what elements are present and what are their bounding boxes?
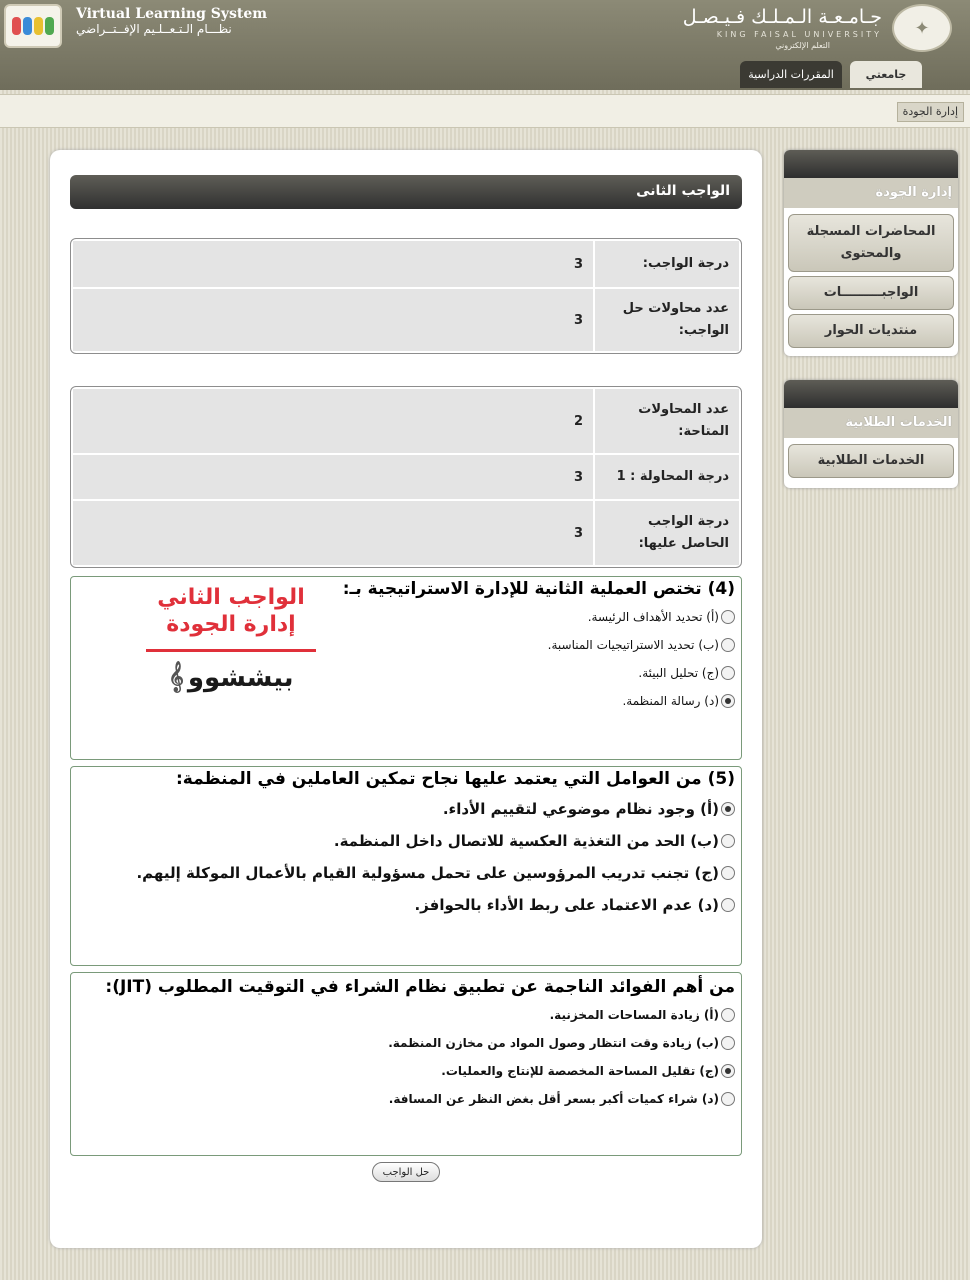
- radio-button[interactable]: [721, 666, 735, 680]
- course-menu-title: إدارة الجودة: [784, 178, 958, 208]
- option[interactable]: [77, 825, 735, 857]
- services-menu: [784, 380, 958, 488]
- option[interactable]: [77, 793, 735, 825]
- services-menu-header: [784, 380, 958, 408]
- breadcrumb-bar: [0, 94, 970, 128]
- option[interactable]: [77, 1001, 735, 1029]
- breadcrumb[interactable]: إدارة الجودة: [897, 102, 964, 122]
- radio-button[interactable]: [721, 1064, 735, 1078]
- radio-button[interactable]: [721, 1008, 735, 1022]
- radio-button[interactable]: [721, 638, 735, 652]
- watermark-line2: إدارة الجودة: [166, 612, 296, 637]
- top-header: [0, 0, 970, 90]
- radio-button[interactable]: [721, 834, 735, 848]
- info-label: درجة المحاولة : 1: [595, 455, 739, 499]
- info-label: درجة الواجب:: [595, 241, 739, 287]
- services-menu-title: الخدمات الطلابية: [784, 408, 958, 438]
- table-row: [73, 501, 739, 565]
- university-name-en: KING FAISAL UNIVERSITY: [716, 30, 882, 39]
- radio-button[interactable]: [721, 1092, 735, 1106]
- option-label: (ج) تحليل البيئة.: [638, 666, 719, 680]
- option-label: (ج) تقليل المساحة المخصصة للإنتاج والعمليات.: [441, 1064, 719, 1078]
- info-label: درجة الواجب الحاصل عليها:: [595, 501, 739, 565]
- table-row: [73, 241, 739, 287]
- option-label: (أ) تحديد الأهداف الرئيسة.: [587, 610, 719, 624]
- course-menu: [784, 150, 958, 356]
- option-label: (د) رسالة المنظمة.: [622, 694, 719, 708]
- question-6: [70, 972, 742, 1156]
- table-row: [73, 289, 739, 351]
- vls-subtitle: نظـــام الـتـعــلـيم الإفــتــراضي: [76, 22, 232, 36]
- university-subtitle: التعلم الإلكتروني: [775, 41, 830, 50]
- watermark-brand-text: بيششوو: [187, 662, 294, 693]
- question-4: [70, 576, 742, 760]
- watermark-brand: [131, 662, 331, 693]
- watermark-line1: الواجب الثاني: [157, 585, 305, 610]
- sidebar-item-lectures[interactable]: المحاضرات المسجلة والمحتوى: [788, 214, 954, 272]
- radio-button[interactable]: [721, 898, 735, 912]
- watermark-divider: [146, 649, 316, 652]
- radio-button[interactable]: [721, 802, 735, 816]
- music-note-icon: 𝄞: [168, 662, 184, 692]
- submit-assignment-button[interactable]: حل الواجب: [372, 1162, 440, 1182]
- option-label: (ج) تجنب تدريب المرؤوسين على تحمل مسؤولية القيام بالأعمال الموكلة إليهم.: [136, 864, 719, 882]
- radio-button[interactable]: [721, 866, 735, 880]
- question-title: (4) تختص العملية الثانية للإدارة الاستراتيجية بـ:: [342, 579, 735, 599]
- assignment-panel: [50, 150, 762, 1248]
- info-value: 3: [73, 501, 593, 565]
- question-title: (5) من العوامل التي يعتمد عليها نجاح تمكين العاملين في المنظمة:: [176, 769, 735, 789]
- course-menu-header: [784, 150, 958, 178]
- university-name-ar: جـامـعـة الـمـلـك فـيـصـل: [682, 6, 882, 28]
- sidebar-item-assignments[interactable]: الواجبـــــــــات: [788, 276, 954, 310]
- info-value: 3: [73, 241, 593, 287]
- radio-button[interactable]: [721, 1036, 735, 1050]
- sidebar-item-student-services[interactable]: الخدمات الطلابية: [788, 444, 954, 478]
- question-5: [70, 766, 742, 966]
- radio-button[interactable]: [721, 610, 735, 624]
- table-row: [73, 455, 739, 499]
- university-seal-icon: ✦: [892, 4, 952, 52]
- info-label: عدد المحاولات المتاحة:: [595, 389, 739, 453]
- tab-courses[interactable]: المقررات الدراسية: [740, 61, 842, 88]
- option-label: (أ) وجود نظام موضوعي لتقييم الأداء.: [442, 800, 719, 818]
- option[interactable]: [77, 889, 735, 921]
- watermark: [131, 585, 331, 693]
- option-label: (ب) تحديد الاستراتيجيات المناسبة.: [547, 638, 719, 652]
- option[interactable]: [77, 857, 735, 889]
- option[interactable]: [77, 1085, 735, 1113]
- vls-logo[interactable]: [4, 4, 62, 48]
- info-value: 2: [73, 389, 593, 453]
- sidebar-item-forums[interactable]: منتديات الحوار: [788, 314, 954, 348]
- tab-my-university[interactable]: جامعتي: [850, 61, 922, 88]
- question-title: من أهم الفوائد الناجمة عن تطبيق نظام الشراء في التوقيت المطلوب (JIT):: [105, 977, 735, 997]
- option-label: (د) شراء كميات أكبر بسعر أقل بغض النظر عن المسافة.: [388, 1092, 719, 1106]
- option[interactable]: [77, 1029, 735, 1057]
- info-label: عدد محاولات حل الواجب:: [595, 289, 739, 351]
- info-value: 3: [73, 289, 593, 351]
- table-row: [73, 389, 739, 453]
- option-label: (ب) زيادة وقت انتظار وصول المواد من مخازن المنظمة.: [388, 1036, 719, 1050]
- option-label: (ب) الحد من التغذية العكسية للاتصال داخل المنظمة.: [333, 832, 719, 850]
- info-value: 3: [73, 455, 593, 499]
- assignment-info-table: [70, 238, 742, 354]
- option-label: (أ) زيادة المساحات المخزنية.: [549, 1008, 719, 1022]
- page-title: الواجب الثانى: [70, 175, 742, 209]
- attempt-info-table: [70, 386, 742, 568]
- option[interactable]: [77, 1057, 735, 1085]
- radio-button[interactable]: [721, 694, 735, 708]
- option-label: (د) عدم الاعتماد على ربط الأداء بالحوافز.: [414, 896, 719, 914]
- vls-title: Virtual Learning System: [76, 6, 268, 22]
